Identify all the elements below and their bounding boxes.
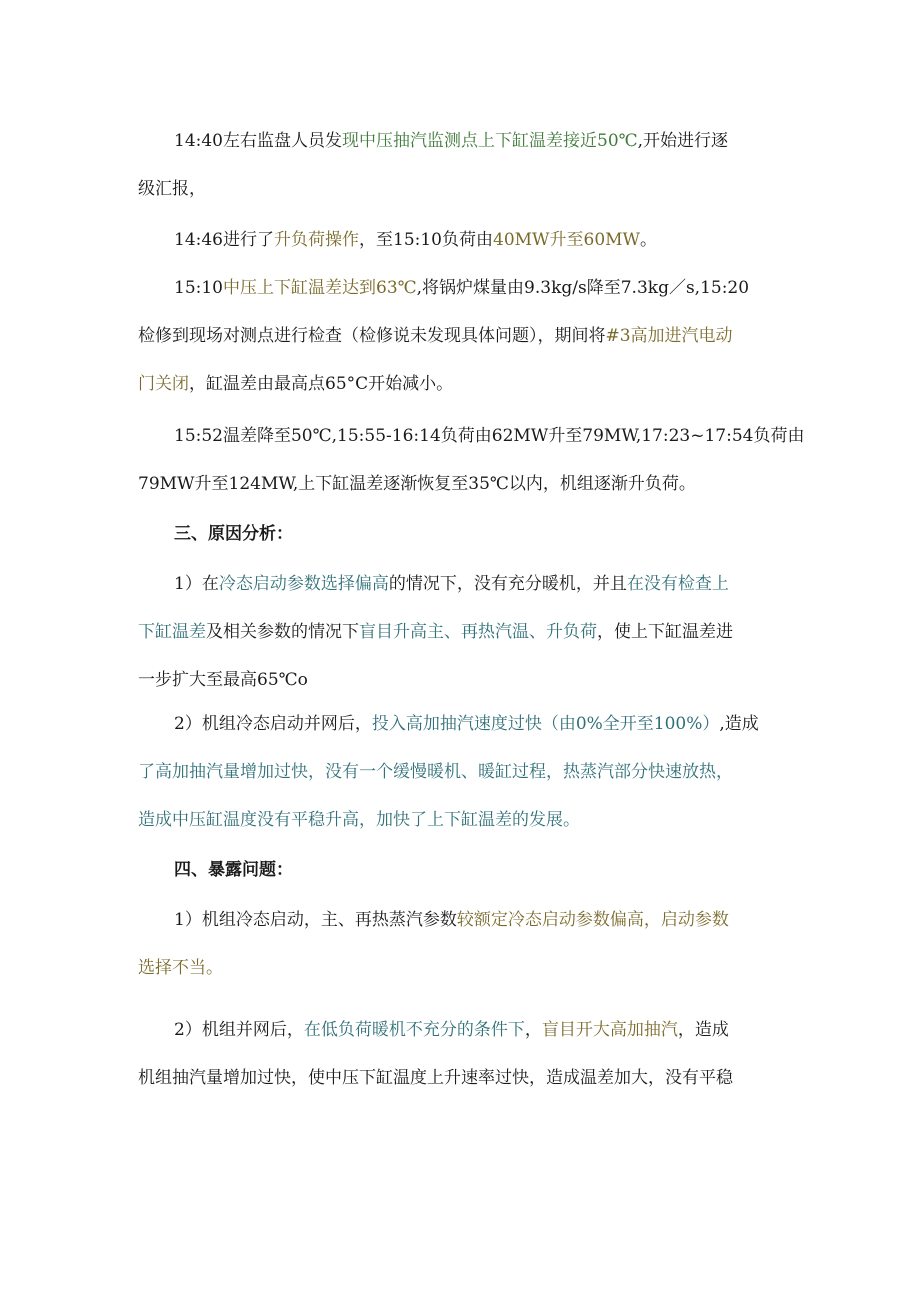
section-heading-cause-analysis: 三、原因分析： [174,524,293,544]
paragraph-timeline-1446: 14:46进行了升负荷操作，至15:10负荷由40MW升至60MW。 [174,230,658,250]
highlight-text: 下缸温差 [138,622,206,642]
paragraph-problem-2: 2）机组并网后，在低负荷暖机不充分的条件下，盲目开大高加抽汽，造成 机组抽汽量增加过快，使中压下缸温度上升速率过快，造成温差加大，没有平稳 [138,1020,733,1088]
highlight-text: 中压上下缸温差达到63℃ [223,278,417,298]
highlight-text: 现中压抽汽监测点上下缸温差接近50℃ [342,131,638,151]
paragraph-timeline-1552: 15:52温差降至50℃,15:55-16:14负荷由62MW升至79MW,17:23~17:54负荷由 79MW升至124MW,上下缸温差逐渐恢复至35℃以内，机组逐渐升负荷。 [138,426,805,494]
highlight-text: #3高加进汽电动 [605,326,733,346]
highlight-text: 较额定冷态启动参数偏高 [456,910,644,930]
highlight-text: 盲目升高主、再热汽温、升负荷 [359,622,597,642]
paragraph-timeline-1510: 15:10中压上下缸温差达到63℃,将锅炉煤量由9.3kg/s降至7.3kg／s,15:20 检修到现场对测点进行检查（检修说未发现具体问题），期间将#3高加进汽电动 门关闭，缸温差由最高点65°C开始减小。 [138,278,750,394]
section-heading-exposed-problems: 四、暴露问题： [174,860,293,880]
highlight-text: 冷态启动参数选择偏高 [218,574,389,594]
highlight-text: 40MW升至60MW [493,230,641,250]
highlight-text: 在低负荷暖机不充分的条件下 [303,1020,525,1040]
highlight-text: 在没有检查上 [626,574,729,594]
paragraph-problem-1: 1）机组冷态启动，主、再热蒸汽参数较额定冷态启动参数偏高，启动参数 选择不当。 [138,910,729,978]
highlight-text: 投入高加抽汽速度过快（由0%全开至100%） [371,714,720,734]
highlight-text: 门关闭 [138,374,189,394]
paragraph-cause-2: 2）机组冷态启动并网后，投入高加抽汽速度过快（由0%全开至100%）,造成 了高加抽汽量增加过快，没有一个缓慢暖机、暖缸过程，热蒸汽部分快速放热， 造成中压缸温度没有平稳升高，加快了上下缸温差的发展。 [138,714,759,830]
paragraph-timeline-1440: 14:40左右监盘人员发现中压抽汽监测点上下缸温差接近50℃,开始进行逐 级汇报， [138,131,729,199]
highlight-text: 盲目开大高加抽汽 [541,1020,678,1040]
highlight-text: 升负荷操作 [274,230,359,250]
paragraph-cause-1: 1）在冷态启动参数选择偏高的情况下，没有充分暖机，并且在没有检查上 下缸温差及相关参数的情况下盲目升高主、再热汽温、升负荷，使上下缸温差进 一步扩大至最高65℃o [138,574,733,690]
